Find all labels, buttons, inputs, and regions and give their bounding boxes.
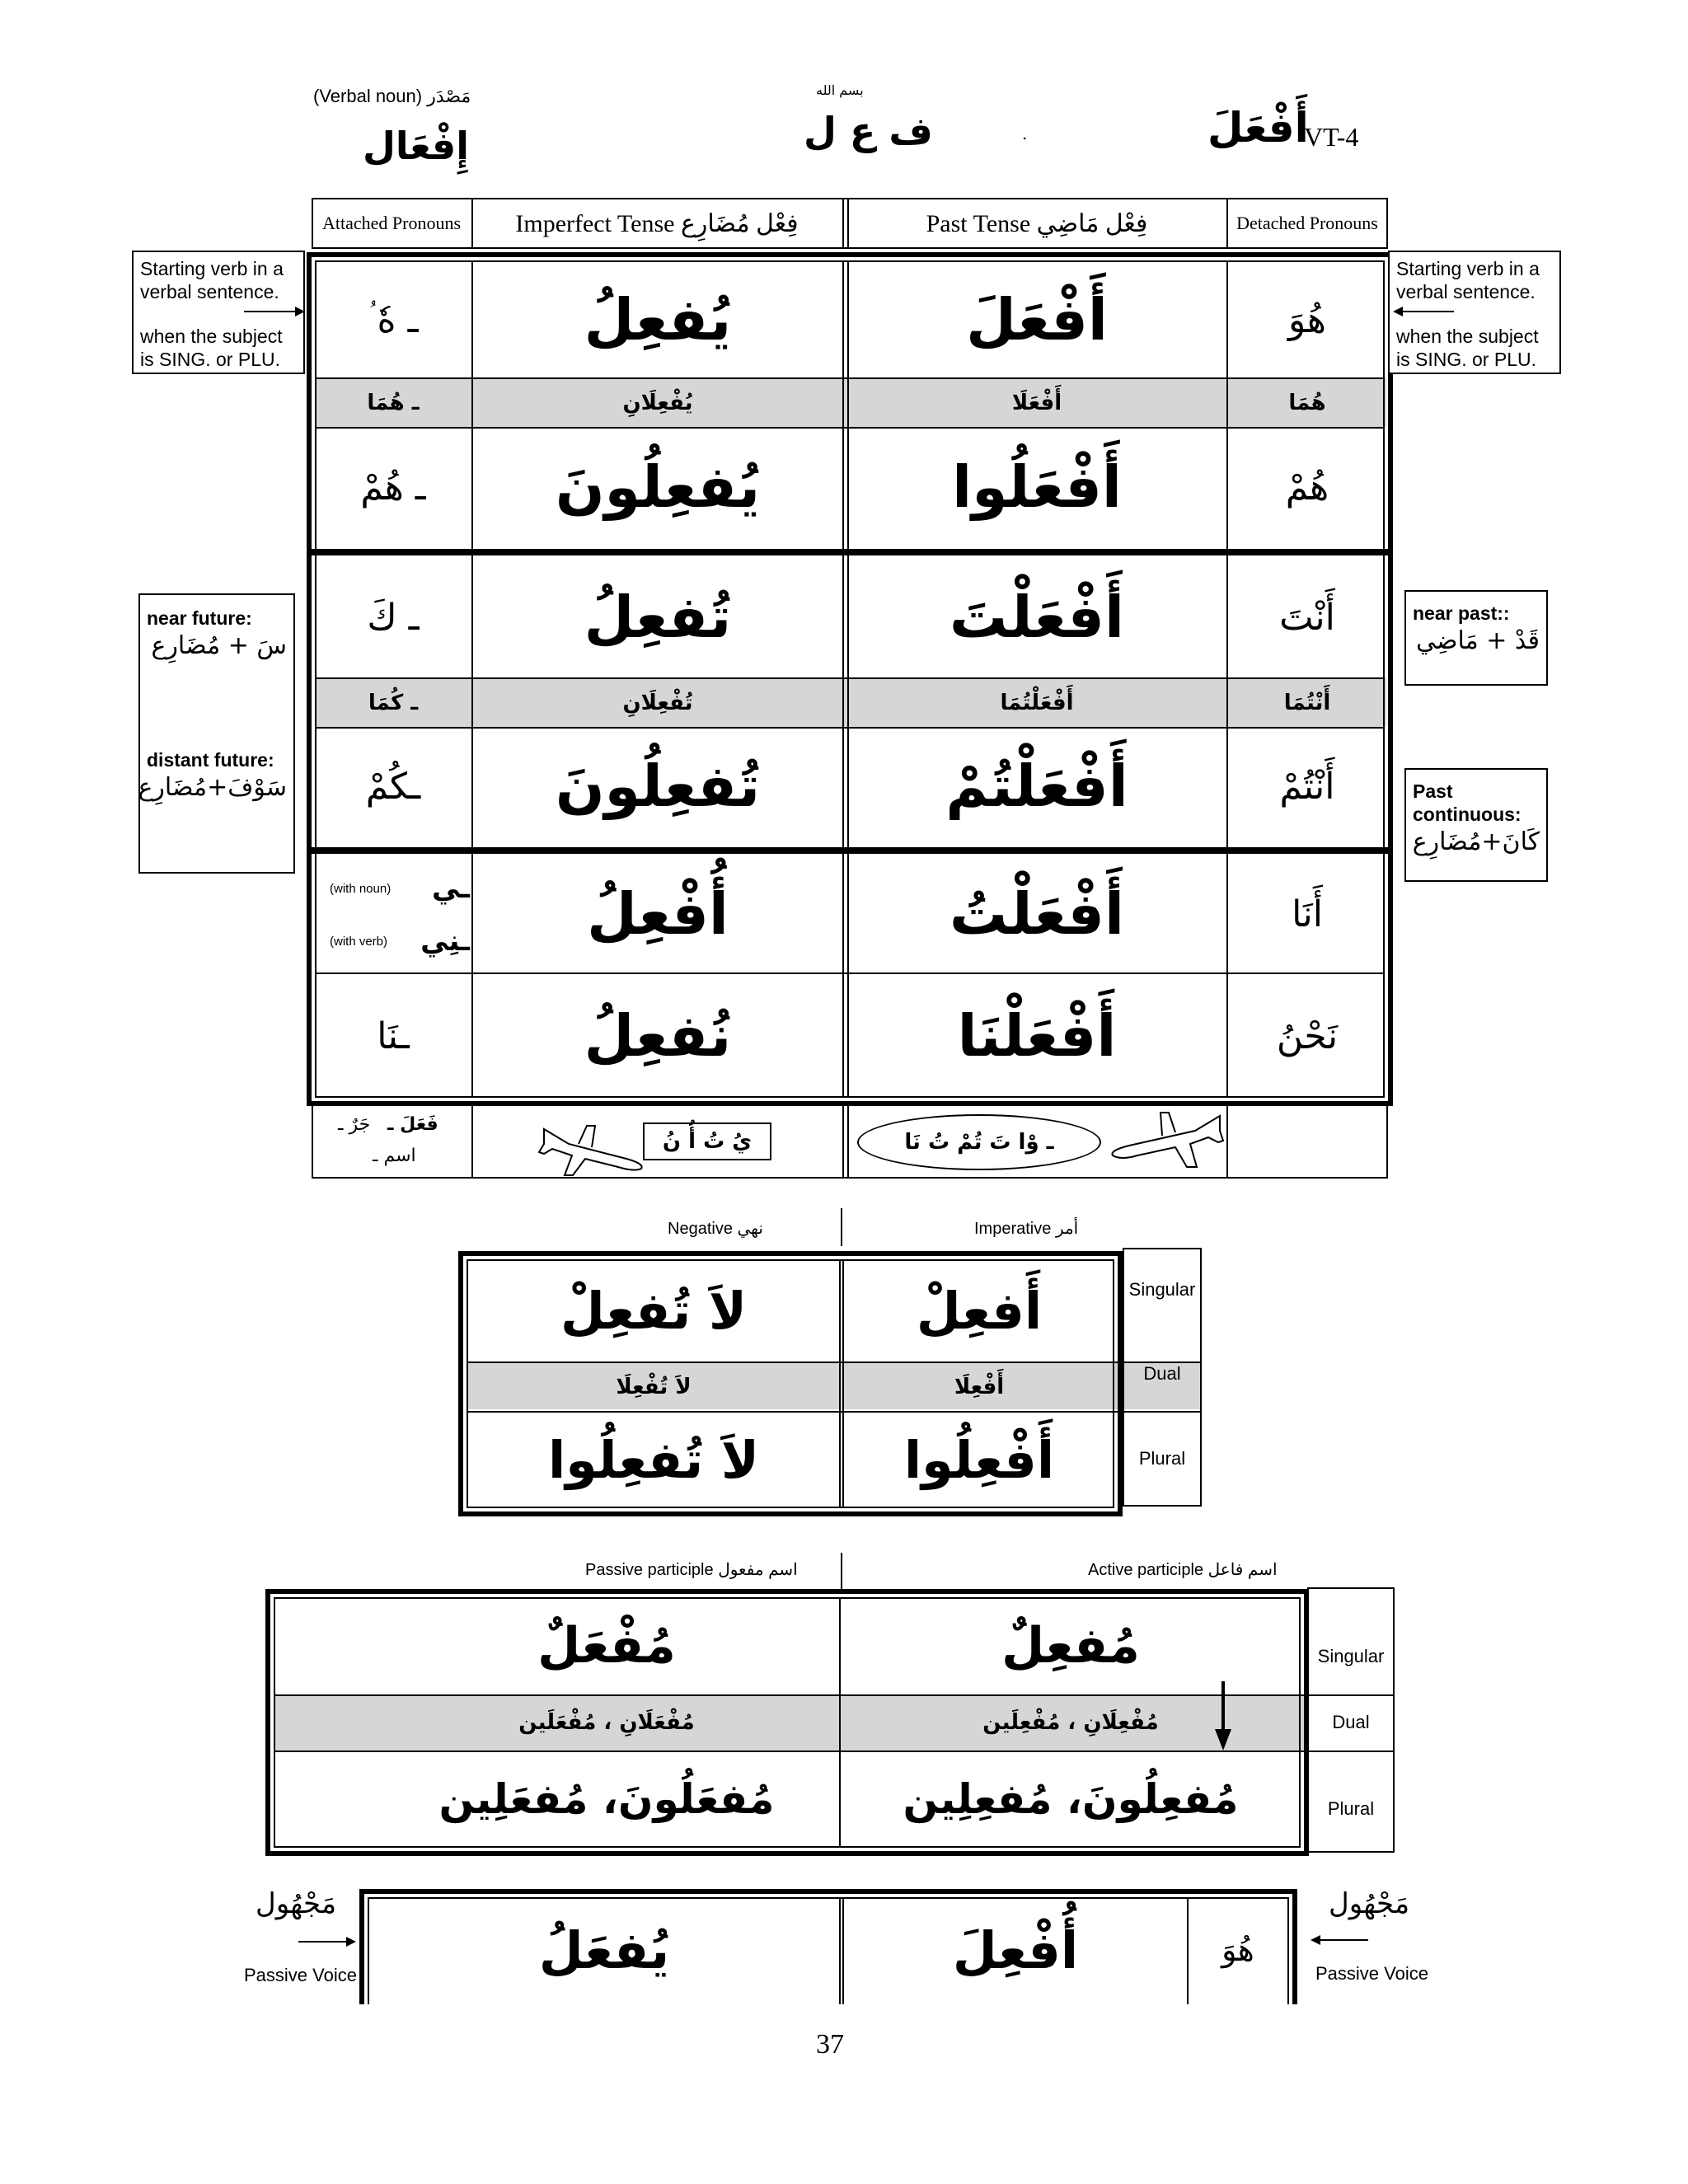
- imperative-singular: أَفعِلْ: [916, 1280, 1043, 1341]
- passive-participle-label: Passive participle اسم مفعول: [585, 1561, 798, 1579]
- page-number: 37: [816, 2029, 844, 2060]
- verb-code: VT-4: [1304, 122, 1359, 152]
- arrow-right-icon: [244, 305, 305, 318]
- passive-past: أُفْعِلَ: [952, 1919, 1079, 1980]
- attached-antuma: ـ كُمَا: [368, 691, 419, 715]
- note-future: near future: سَ + مُضَارِع distant future: سَوْفَ+مُضَارِع: [138, 593, 295, 874]
- past-hum: أَفْعَلُوا: [952, 453, 1122, 521]
- participle-number-dual: Dual: [1332, 1712, 1370, 1732]
- imperfect-nahnu: نُفعِلُ: [584, 1002, 732, 1070]
- passive-singular: مُفْعَلٌ: [537, 1617, 676, 1675]
- pronoun-ana: أَنَا: [1292, 893, 1323, 935]
- header-attached: Attached Pronouns: [321, 213, 462, 233]
- past-antum: أَفْعَلْتُمْ: [945, 752, 1128, 820]
- negative-plural: لاَ تُفعِلُوا: [547, 1429, 760, 1490]
- note-past-continuous: Past continuous: كَانَ+مُضَارِع: [1404, 768, 1548, 882]
- past-antuma: أَفْعَلْتُمَا: [1000, 691, 1074, 715]
- imperative-plural: أَفْعِلُوا: [903, 1429, 1055, 1490]
- header-verb: أَفْعَلَ: [1207, 104, 1309, 152]
- imperative-dual: أَفْعِلَا: [954, 1375, 1005, 1399]
- number-plural: Plural: [1138, 1448, 1186, 1469]
- masdar-label: مَصْدَر (Verbal noun): [313, 86, 471, 106]
- past-huma: أَفْعَلَا: [1011, 391, 1062, 415]
- past-ana: أَفْعَلْتُ: [949, 880, 1125, 948]
- attached-ana-verb: (with verb) ـنِي: [330, 925, 470, 958]
- airplane-icon: [1096, 1104, 1228, 1170]
- passive-imperfect: يُفعَلُ: [538, 1919, 670, 1980]
- dot: .: [1022, 124, 1028, 143]
- imperfect-ana: أُفْعِلُ: [587, 880, 729, 948]
- participle-number-singular: Singular: [1317, 1646, 1385, 1666]
- past-nahnu: أَفْعَلْنَا: [957, 1002, 1117, 1070]
- pronoun-nahnu: نَحْنُ: [1276, 1015, 1339, 1057]
- pronoun-huwa: هُوَ: [1288, 298, 1326, 341]
- passive-plural: مُفعَلُونَ، مُفعَلِين: [438, 1775, 775, 1823]
- imperfect-antum: تُفعِلُونَ: [555, 752, 761, 820]
- footer-attached-c: اسم ـ: [373, 1146, 416, 1166]
- imperfect-prefix-box: يُ تُ أُ نُ: [643, 1122, 771, 1160]
- pronoun-huma: هُمَا: [1288, 391, 1326, 415]
- passive-dual: مُفْعَلَانِ ، مُفْعَلَين: [518, 1710, 695, 1735]
- past-anta: أَفْعَلْتَ: [949, 583, 1125, 651]
- root-letters: ف ع ل: [804, 109, 933, 153]
- header-past: Past Tense فِعْل مَاضِي: [926, 209, 1148, 237]
- arrow-left-icon: [1393, 305, 1454, 318]
- attached-huma: ـ هُمَا: [367, 391, 420, 415]
- imperfect-hum: يُفعِلُونَ: [555, 453, 761, 521]
- attached-antum: ـكُمْ: [365, 765, 421, 808]
- pronoun-antum: أَنْتُمْ: [1279, 765, 1335, 808]
- number-singular: Singular: [1128, 1279, 1196, 1300]
- header-imperfect: Imperfect Tense فِعْل مُضَارِع: [515, 209, 799, 237]
- negative-dual: لاَ تُفْعِلَا: [616, 1375, 692, 1399]
- imperative-label: Imperative أمر: [974, 1220, 1079, 1238]
- note-left-top: Starting verb in a verbal sentence. when the subject is SING. or PLU.: [132, 251, 305, 374]
- passive-right-arabic: مَجْهُول: [1329, 1887, 1410, 1920]
- arrow-left-icon: [1311, 1933, 1368, 1947]
- attached-huwa: ـ هٗ ؙ: [368, 298, 419, 341]
- arrow-down-icon: [1213, 1681, 1233, 1750]
- imperfect-antuma: تُفْعِلَانِ: [622, 691, 693, 715]
- past-suffix-oval: ـ وْا تَ تُمْ تُ نَا: [857, 1114, 1101, 1170]
- active-singular: مُفعِلٌ: [1001, 1617, 1140, 1675]
- note-right-top: Starting verb in a verbal sentence. when the subject is SING. or PLU.: [1388, 251, 1561, 374]
- masdar: إِفْعَال: [363, 124, 470, 168]
- passive-left-label: Passive Voice: [244, 1965, 357, 1985]
- note-near-past: near past:: قَدْ + مَاضِي: [1404, 590, 1548, 686]
- active-participle-label: Active participle اسم فاعل: [1088, 1561, 1278, 1579]
- participle-number-plural: Plural: [1327, 1798, 1375, 1819]
- attached-ana-noun: (with noun) ـي: [330, 872, 470, 905]
- past-huwa: أَفْعَلَ: [966, 286, 1108, 354]
- imperfect-huwa: يُفعِلُ: [584, 286, 732, 354]
- negative-singular: لاَ تُفعِلْ: [560, 1280, 747, 1341]
- bismillah: بسم الله: [816, 82, 864, 98]
- passive-pronoun: هُوَ: [1221, 1932, 1254, 1968]
- pronoun-hum: هُمْ: [1285, 466, 1329, 509]
- footer-attached-a: فَعَلَ ـ: [387, 1114, 438, 1135]
- negative-label: Negative نهي: [668, 1220, 763, 1238]
- airplane-icon: [536, 1111, 651, 1177]
- pronoun-antuma: أَنْتُمَا: [1283, 691, 1331, 715]
- footer-attached-b: جَرٌ ـ: [338, 1114, 371, 1135]
- arrow-right-icon: [298, 1935, 356, 1948]
- attached-nahnu: ـنَا: [377, 1015, 410, 1057]
- attached-anta: ـ كَ: [367, 596, 420, 639]
- pronoun-anta: أَنْتَ: [1279, 596, 1335, 639]
- active-dual: مُفْعِلَانِ ، مُفْعِلَين: [982, 1710, 1159, 1735]
- imperfect-huma: يُفْعِلَانِ: [622, 391, 693, 415]
- number-dual: Dual: [1143, 1363, 1181, 1384]
- header-detached: Detached Pronouns: [1236, 213, 1378, 233]
- passive-right-label: Passive Voice: [1315, 1963, 1428, 1984]
- passive-left-arabic: مَجْهُول: [256, 1887, 337, 1920]
- active-plural: مُفعِلُونَ، مُفعِلِين: [903, 1775, 1239, 1823]
- attached-hum: ـ هُمْ: [360, 466, 426, 509]
- imperfect-anta: تُفعِلُ: [584, 583, 732, 651]
